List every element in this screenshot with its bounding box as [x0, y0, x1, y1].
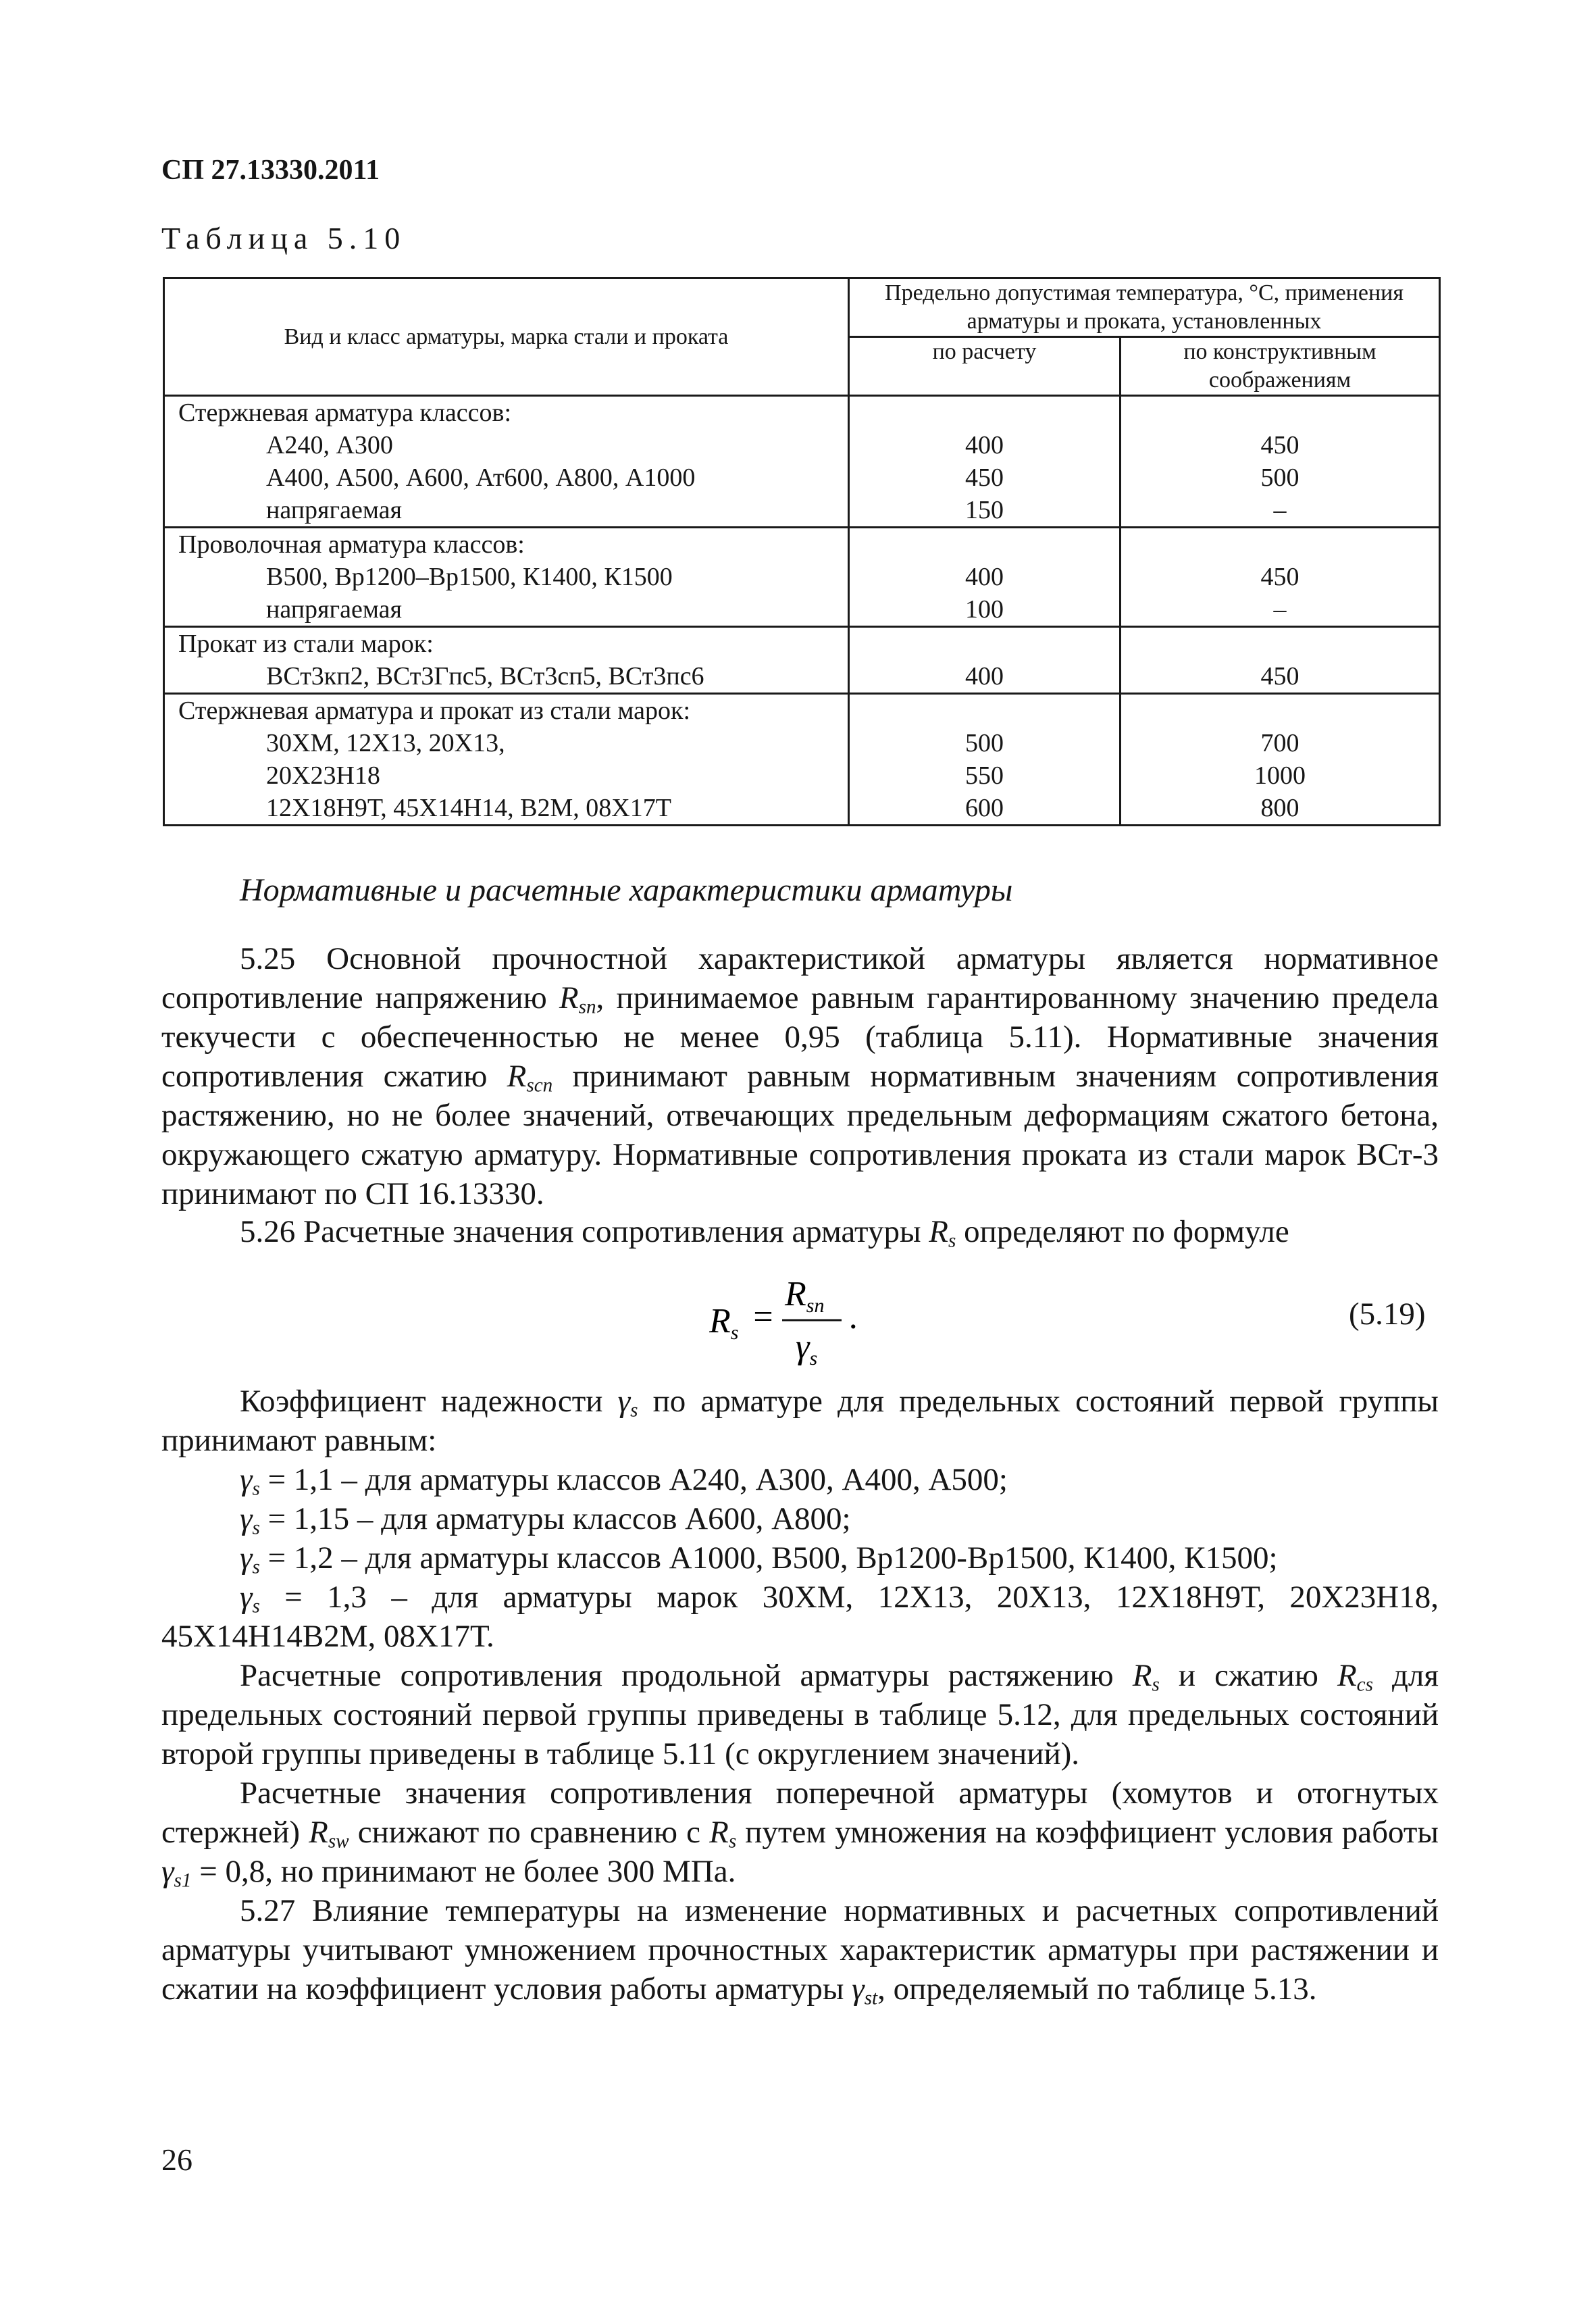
calc-value: 150	[965, 496, 1004, 524]
row-name: В500, Вр1200–Вр1500, К1400, К1500	[266, 563, 673, 591]
calc-value: 550	[965, 761, 1004, 790]
text-run: определяют по формуле	[956, 1214, 1289, 1249]
group-title: Проволочная арматура классов:	[178, 530, 525, 559]
equals-sign: =	[751, 1298, 775, 1336]
row-name: напрягаемая	[266, 595, 402, 624]
formula-numerator: Rsn	[785, 1275, 825, 1317]
calc-value: 400	[965, 431, 1004, 459]
constr-value: 700	[1260, 729, 1299, 757]
text-run: 5.25 Основной прочностной характеристикой арматуры является нормативное сопротивление напряжению	[161, 941, 1439, 1015]
group-title: Стержневая арматура и прокат из стали марок:	[178, 697, 690, 725]
constr-value: 800	[1260, 794, 1299, 822]
variable: $R_s$	[1132, 1658, 1160, 1696]
col-header-calc: по расчету	[849, 337, 1121, 396]
row-name: 30ХМ, 12Х13, 20Х13,	[266, 729, 505, 757]
gamma-line: $\gamma_s = 1,1$ – для арматуры классов А240, А300, А400, А500;	[240, 1462, 1008, 1500]
table-row-group	[164, 627, 1440, 694]
formula-5-19	[709, 1257, 912, 1378]
constr-value: 450	[1260, 431, 1299, 459]
row-name: А400, А500, А600, Ат600, А800, А1000	[266, 463, 696, 492]
calc-value: 450	[965, 463, 1004, 492]
constr-value: 1000	[1254, 761, 1306, 790]
calc-value: 400	[965, 662, 1004, 690]
variable: $R_s$	[709, 1815, 737, 1853]
col-header-constr: по конструктивным соображениям	[1121, 337, 1440, 396]
row-name: 20Х23Н18	[266, 761, 380, 790]
formula-denominator: γs	[796, 1328, 818, 1369]
section-heading: Нормативные и расчетные характеристики арматуры	[240, 872, 1013, 908]
table-caption: Таблица 5.10	[161, 221, 407, 255]
text-run: принимают равным нормативным значениям сопротивления растяжению, но не более значений, отвечающих предельным деформациям сжатого бетона, окружающего сжатую арматуру. Нормативные сопротивления проката из стали марок ВСт-3 принимают по СП 16.13330.	[161, 1059, 1439, 1211]
row-name: 12Х18Н9Т, 45Х14Н14, В2М, 08Х17Т	[266, 794, 671, 822]
gamma-values-list	[161, 1460, 1439, 1656]
page-number: 26	[161, 2142, 192, 2177]
constr-value: 450	[1260, 563, 1299, 591]
constr-value: 450	[1260, 662, 1299, 690]
variable: $R_{scn}$	[507, 1059, 553, 1097]
calc-value: 100	[965, 595, 1004, 624]
paragraph-5-25	[161, 939, 1439, 1213]
variable: $\gamma_{st}$	[852, 1971, 878, 2009]
gamma-line: $\gamma_s = 1,2$ – для арматуры классов А1000, В500, Вр1200-Вр1500, К1400, К1500;	[240, 1540, 1278, 1578]
variable: $R_{sw}$	[309, 1815, 349, 1853]
group-title: Прокат из стали марок:	[178, 630, 434, 658]
col-header-type: Вид и класс арматуры, марка стали и проката	[164, 278, 849, 396]
variable: $R_{sn}$	[559, 980, 596, 1018]
variable: $R_{cs}$	[1337, 1658, 1373, 1696]
paragraph-calc-resistances: Расчетные сопротивления продольной арматуры растяжению $R_s$ и сжатию $R_{cs}$ для предельных состояний первой группы приведены в таблице 5.12, для предельных состояний второй группы приведены в таблице 5.11 (с округлением значений).	[161, 1658, 1439, 1771]
row-name: напрягаемая	[266, 496, 402, 524]
text-run: Коэффициент надежности	[240, 1384, 618, 1419]
constr-value: –	[1273, 496, 1287, 524]
calc-value: 500	[965, 729, 1004, 757]
paragraph-5-26	[161, 1212, 1439, 1251]
group-title: Стержневая арматура классов:	[178, 399, 512, 427]
calc-value: 400	[965, 563, 1004, 591]
gamma-line: $\gamma_s = 1,3$ – для арматуры марок 30ХМ, 12Х13, 20Х13, 12Х18Н9Т, 20Х23Н18, 45Х14Н14В2М, 08Х17Т.	[161, 1580, 1439, 1654]
calc-value: 600	[965, 794, 1004, 822]
constr-value: 500	[1260, 463, 1299, 492]
variable: $\gamma_s$	[617, 1384, 638, 1422]
constr-value: –	[1273, 595, 1287, 624]
gamma-line: $\gamma_s = 1,15$ – для арматуры классов А600, А800;	[240, 1501, 851, 1539]
paragraph-5-27: 5.27 Влияние температуры на изменение нормативных и расчетных сопротивлений арматуры учитывают умножением прочностных характеристик арматуры при растяжении и сжатии на коэффициент условия работы арматуры $\gamma_{st}$, определяемый по таблице 5.13.	[161, 1893, 1439, 2009]
row-name: А240, А300	[266, 431, 393, 459]
paragraph-transverse: Расчетные значения сопротивления поперечной арматуры (хомутов и отогнутых стержней) $R_{sw}$ снижают по сравнению с $R_s$ путем умножения на коэффициент условия работы $\gamma_{s1} = 0,8$, но принимают не более 300 МПа.	[161, 1776, 1439, 1892]
table-row-group	[164, 528, 1440, 627]
variable: $R_s$	[929, 1214, 956, 1252]
document-code: СП 27.13330.2011	[161, 155, 380, 186]
table-row-group	[164, 694, 1440, 826]
row-name: ВСт3кп2, ВСт3Гпс5, ВСт3сп5, ВСт3пс6	[266, 662, 704, 690]
formula-number: (5.19)	[1349, 1297, 1426, 1332]
variable: $\gamma_{s1}$	[161, 1854, 192, 1892]
reinforcement-temperature-table	[163, 277, 1441, 826]
text-run: по арматуре для предельных состояний первой группы принимают равным:	[161, 1384, 1439, 1458]
col-header-group: Предельно допустимая температура, °С, применения арматуры и проката, установленных	[849, 278, 1440, 337]
formula-period: .	[850, 1298, 858, 1336]
text-run: 5.26 Расчетные значения сопротивления арматуры	[240, 1214, 929, 1249]
paragraph-coefficient	[161, 1382, 1439, 1460]
formula-lhs: Rs	[709, 1302, 739, 1344]
text-run: , принимаемое равным гарантированному значению предела текучести с обеспеченностью не менее 0,95 (таблица 5.11). Нормативные значения сопротивления сжатию	[161, 980, 1439, 1094]
table-row-group	[164, 396, 1440, 528]
